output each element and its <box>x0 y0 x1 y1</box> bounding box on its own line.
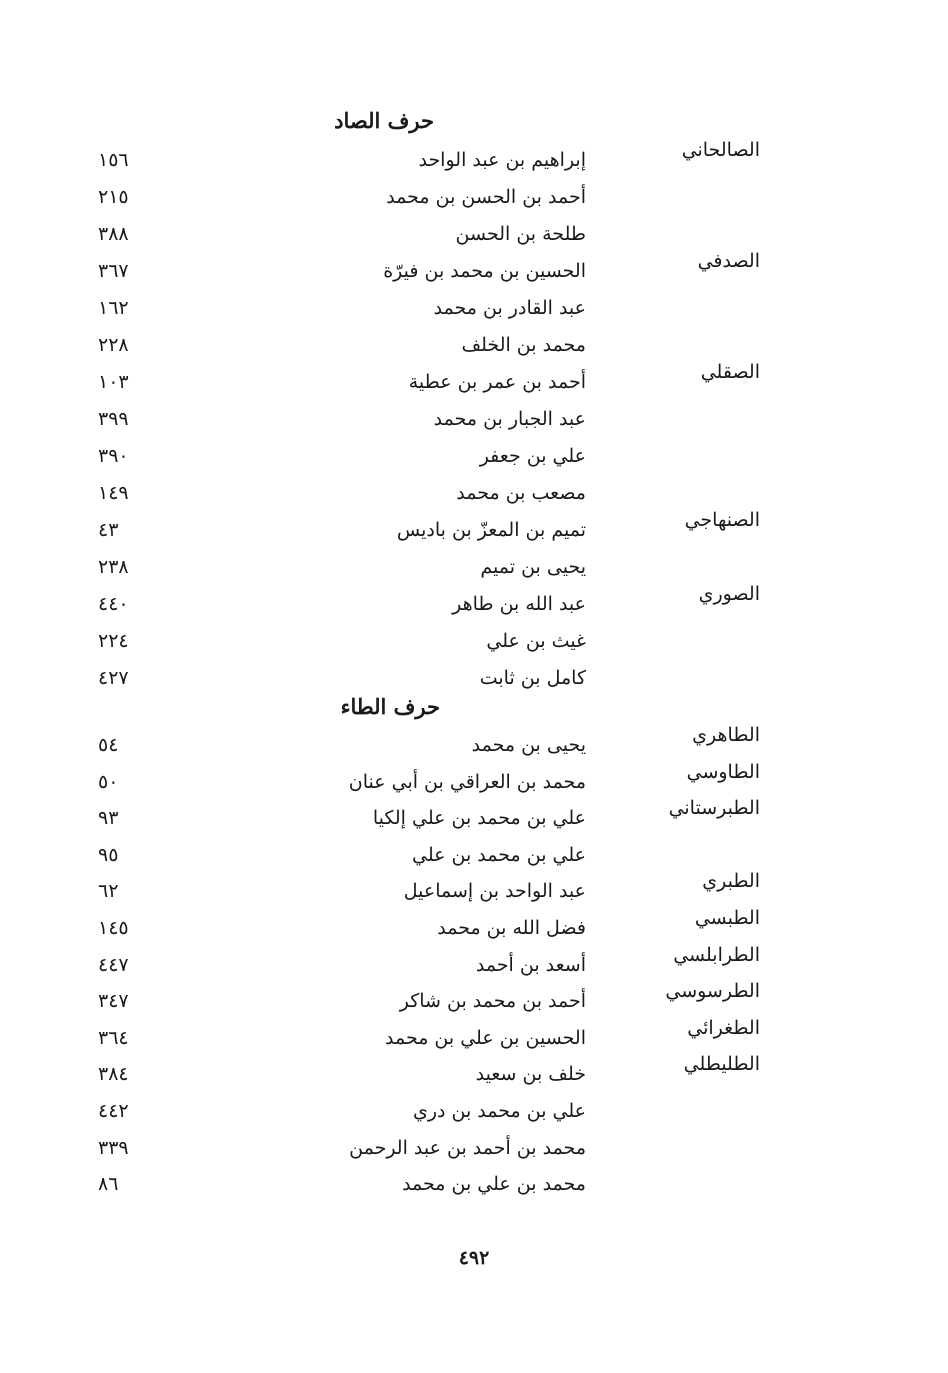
entry-nisba: الطبرستاني <box>668 797 760 820</box>
entry-page-number: ٣٨٨ <box>98 223 129 245</box>
entry-name: محمد بن أحمد بن عبد الرحمن <box>349 1136 586 1159</box>
entry-name: إبراهيم بن عبد الواحد <box>418 149 586 171</box>
section-heading-ta: حرف الطاء <box>340 694 440 719</box>
entry-name: عبد الجبار بن محمد <box>433 408 586 430</box>
entry-name: الحسين بن محمد بن فيرّة <box>383 260 586 282</box>
entry-page-number: ٩٣ <box>98 807 119 830</box>
entry-name: يحيى بن محمد <box>471 734 586 756</box>
index-entry <box>0 216 948 252</box>
index-entry <box>0 1093 948 1129</box>
entry-page-number: ١٠٣ <box>98 371 129 393</box>
entry-page-number: ٥٠ <box>98 770 119 793</box>
entry-page-number: ١٤٩ <box>98 482 129 504</box>
entry-page-number: ٢٢٤ <box>98 630 129 652</box>
entry-name: أحمد بن الحسن بن محمد <box>386 186 586 208</box>
entry-nisba: الصقلي <box>700 361 760 383</box>
index-entry <box>0 179 948 215</box>
entry-name: علي بن جعفر <box>479 445 586 467</box>
entry-page-number: ٦٢ <box>98 880 119 903</box>
entry-page-number: ١٤٥ <box>98 917 129 939</box>
page-number: ٤٩٢ <box>458 1247 490 1269</box>
entry-name: علي بن محمد بن دري <box>412 1100 586 1122</box>
entry-name: يحيى بن تميم <box>480 556 586 578</box>
index-entry <box>0 724 948 763</box>
entry-name: خلف بن سعيد <box>475 1063 586 1086</box>
entry-nisba: الطبسي <box>694 907 760 929</box>
index-entry <box>0 1130 948 1166</box>
entry-nisba: الصنهاجي <box>684 509 760 531</box>
entry-page-number: ٤٤٠ <box>98 593 129 615</box>
index-entry <box>0 1016 948 1056</box>
index-entry <box>0 1053 948 1092</box>
index-entry <box>0 870 948 909</box>
index-entry <box>0 837 948 873</box>
entry-page-number: ٣٨٤ <box>98 1063 129 1086</box>
entry-name: علي بن محمد بن علي إلكيا <box>372 807 586 830</box>
entry-name: طلحة بن الحسن <box>455 223 586 245</box>
entry-name: عبد القادر بن محمد <box>433 297 586 319</box>
entry-page-number: ٩٥ <box>98 843 119 866</box>
index-entry <box>0 760 948 800</box>
entry-nisba: الطغرائي <box>687 1016 760 1039</box>
entry-nisba: الطاوسي <box>686 760 760 783</box>
index-entry <box>0 660 948 696</box>
index-entry <box>0 549 948 585</box>
entry-name: غيث بن علي <box>486 630 586 652</box>
entry-name: تميم بن المعزّ بن باديس <box>396 519 586 541</box>
index-entry <box>0 1166 948 1202</box>
entry-name: محمد بن علي بن محمد <box>402 1173 586 1196</box>
entry-page-number: ١٦٢ <box>98 297 129 319</box>
entry-page-number: ٤٤٢ <box>98 1100 129 1122</box>
entry-name: الحسين بن علي بن محمد <box>384 1026 586 1049</box>
entry-nisba: الطرابلسي <box>673 943 760 966</box>
entry-page-number: ٤٣ <box>98 519 119 541</box>
entry-page-number: ٥٤ <box>98 734 119 756</box>
entry-page-number: ٣٤٧ <box>98 990 129 1013</box>
index-entry <box>0 475 948 511</box>
entry-name: محمد بن العراقي بن أبي عنان <box>348 770 586 793</box>
entry-page-number: ٣٦٧ <box>98 260 129 282</box>
entry-nisba: الطليطلي <box>683 1053 760 1076</box>
entry-page-number: ٢٢٨ <box>98 334 129 356</box>
index-entry <box>0 623 948 659</box>
entry-page-number: ٨٦ <box>98 1173 119 1196</box>
index-entry <box>0 980 948 1019</box>
entry-name: فضل الله بن محمد <box>437 917 586 939</box>
index-entry <box>0 438 948 474</box>
entry-page-number: ٣٩٠ <box>98 445 129 467</box>
entry-page-number: ٤٤٧ <box>98 953 129 976</box>
entry-name: مصعب بن محمد <box>456 482 586 504</box>
index-entry <box>0 583 948 622</box>
entry-page-number: ٢٣٨ <box>98 556 129 578</box>
index-entry <box>0 943 948 983</box>
index-entry <box>0 907 948 946</box>
index-entry <box>0 327 948 363</box>
entry-name: عبد الواحد بن إسماعيل <box>403 880 586 903</box>
entry-nisba: الصوري <box>698 583 760 605</box>
entry-name: محمد بن الخلف <box>461 334 586 356</box>
entry-nisba: الصدفي <box>697 250 760 272</box>
entry-page-number: ٣٦٤ <box>98 1026 129 1049</box>
index-entry <box>0 290 948 326</box>
index-entry <box>0 401 948 437</box>
index-entry <box>0 250 948 289</box>
entry-name: أحمد بن محمد بن شاكر <box>399 990 586 1013</box>
index-entry <box>0 361 948 400</box>
entry-page-number: ٣٣٩ <box>98 1136 129 1159</box>
entry-name: كامل بن ثابت <box>479 667 586 689</box>
entry-page-number: ٢١٥ <box>98 186 129 208</box>
entry-name: أحمد بن عمر بن عطية <box>408 371 586 393</box>
entry-nisba: الصالحاني <box>681 139 760 161</box>
entry-name: علي بن محمد بن علي <box>412 843 586 866</box>
entry-page-number: ٤٢٧ <box>98 667 129 689</box>
entry-name: عبد الله بن طاهر <box>452 593 586 615</box>
index-entry <box>0 139 948 178</box>
entry-nisba: الطبري <box>702 870 760 893</box>
section-heading-sad: حرف الصاد <box>334 108 434 133</box>
entry-nisba: الطاهري <box>692 724 760 746</box>
entry-page-number: ١٥٦ <box>98 149 129 171</box>
index-entry <box>0 797 948 836</box>
entry-page-number: ٣٩٩ <box>98 408 129 430</box>
index-entry <box>0 509 948 548</box>
entry-nisba: الطرسوسي <box>665 980 760 1003</box>
entry-name: أسعد بن أحمد <box>475 953 586 976</box>
